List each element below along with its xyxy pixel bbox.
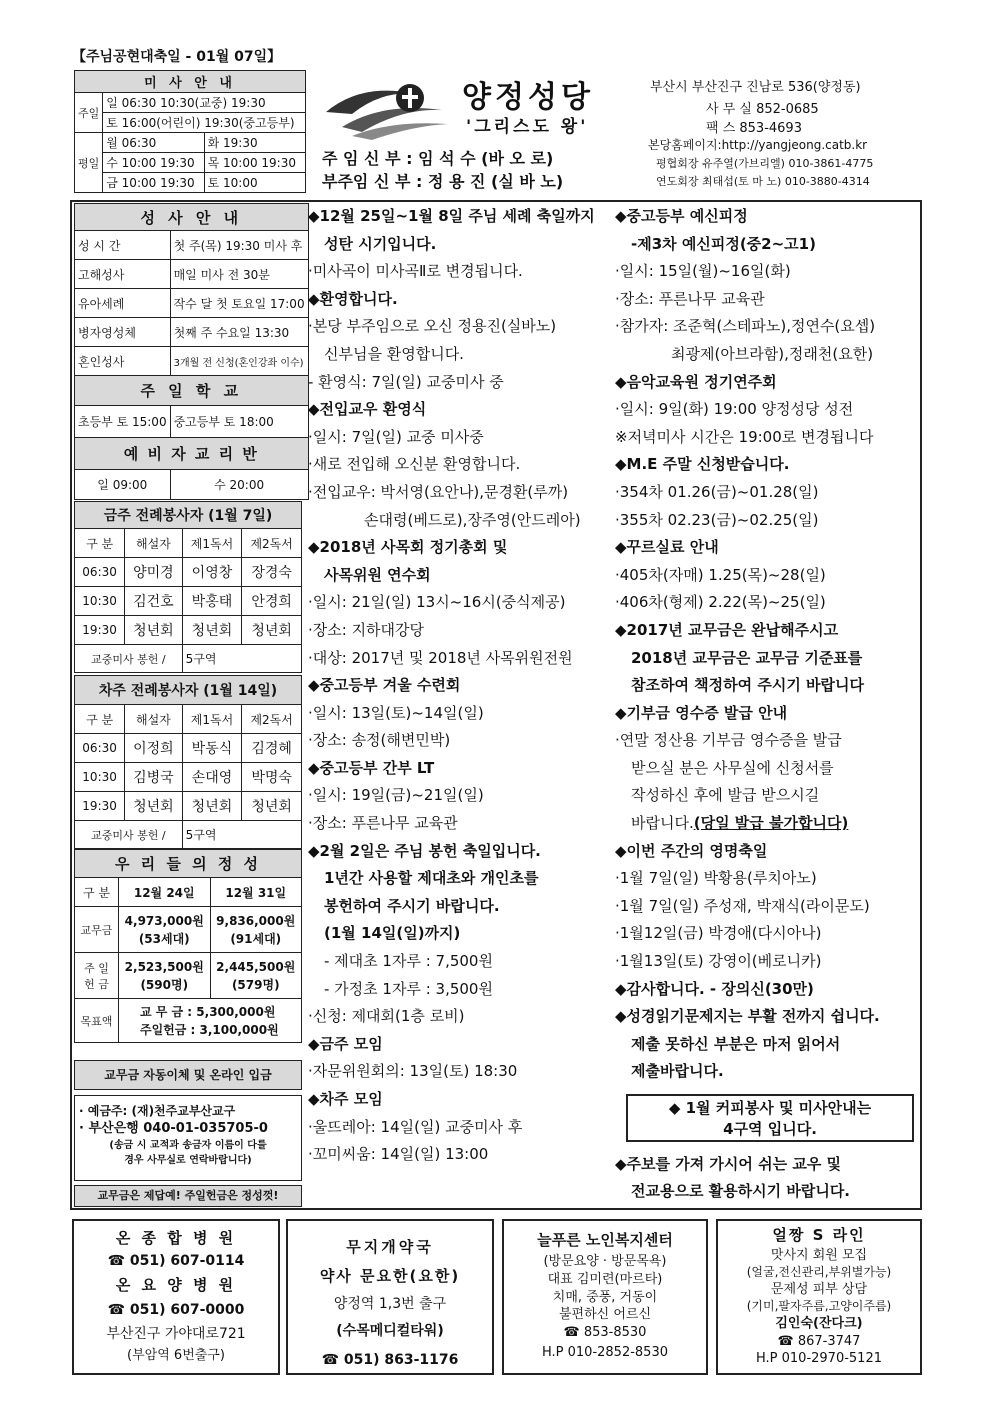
notice-heading: ◆전입교우 환영식 bbox=[308, 400, 427, 419]
ad-hospital bbox=[72, 1219, 280, 1375]
ad-line: (부암역 6번출구) bbox=[127, 1348, 225, 1363]
offering-label: 교중미사 봉헌 / bbox=[75, 821, 183, 849]
sunday-school-cell: 중고등부 토 18:00 bbox=[170, 406, 308, 438]
offerings-header: 구 분 bbox=[75, 878, 119, 907]
notice-box bbox=[626, 1094, 914, 1142]
notice-item: ·울뜨레아: 14일(일) 교중미사 후 bbox=[308, 1117, 523, 1136]
servers-cell: 06:30 bbox=[75, 558, 125, 587]
col3-tail-line: 전교용으로 활용하시기 바랍니다. bbox=[631, 1182, 851, 1200]
offering-zone: 5구역 bbox=[182, 645, 301, 673]
weekday-cell: 목 10:00 19:30 bbox=[204, 153, 305, 173]
notice-item: ·일시: 19일(금)~21일(일) bbox=[308, 786, 484, 805]
servers-next-title: 차주 전례봉사자 (1월 14일) bbox=[75, 676, 302, 705]
goal-line: 교 무 금 : 5,300,000원 bbox=[140, 1004, 276, 1019]
sacrament-time: 첫 주(목) 19:30 미사 후 bbox=[170, 231, 308, 260]
notice-item: ·연말 정산용 기부금 영수증을 발급 bbox=[615, 731, 842, 750]
ad-line: (방문요양 · 방문목욕) bbox=[543, 1254, 667, 1269]
notice-item: ·1월12일(금) 박경애(다시아나) bbox=[615, 924, 822, 943]
offerings-label: 주 일 헌 금 bbox=[75, 953, 119, 999]
notice-item: ·참가자: 조준혁(스테파노),정연수(요셉) bbox=[615, 317, 876, 336]
offerings-value: 9,836,000원 (91세대) bbox=[210, 907, 302, 953]
ad-line: H.P 010-2970-5121 bbox=[755, 1351, 882, 1366]
notice-item: 받으실 분은 사무실에 신청서를 bbox=[631, 758, 834, 777]
sacrament-name: 혼인성사 bbox=[75, 347, 171, 376]
notice-heading: ◆음악교육원 정기연주회 bbox=[615, 372, 777, 391]
notice-heading: ◆꾸르실료 안내 bbox=[615, 538, 719, 557]
notice-item: ·일시: 21일(일) 13시~16시(중식제공) bbox=[308, 593, 566, 612]
offerings-title: 우 리 들 의 정 성 bbox=[75, 850, 302, 878]
notice-heading: ◆환영합니다. bbox=[308, 289, 398, 308]
notice-item: ·자문위원회의: 13일(토) 18:30 bbox=[308, 1062, 518, 1081]
notice-heading: ◆M.E 주말 신청받습니다. bbox=[615, 455, 790, 474]
notice-item: - 제대초 1자루 : 7,500원 bbox=[324, 952, 493, 971]
ad-line: (얼굴,전신관리,부위별가능) bbox=[746, 1265, 892, 1279]
offerings-label: 교무금 bbox=[75, 907, 119, 953]
sunday-school-title: 주 일 학 교 bbox=[75, 376, 309, 406]
ad-line: ☎ 867-3747 bbox=[777, 1334, 861, 1349]
ad-welfare-center bbox=[502, 1219, 708, 1375]
servers-header: 제2독서 bbox=[242, 529, 302, 558]
servers-cell: 이영창 bbox=[182, 558, 242, 587]
notice-item: 손대령(베드로),장주영(안드레아) bbox=[364, 510, 581, 529]
notice-heading: 사목위원 연수회 bbox=[324, 565, 431, 584]
notice-heading: 1년간 사용할 제대초와 개인초를 bbox=[324, 869, 539, 888]
servers-header: 구 분 bbox=[75, 529, 125, 558]
notice-heading: ◆기부금 영수증 발급 안내 bbox=[615, 703, 788, 722]
servers-header: 해설자 bbox=[125, 705, 182, 734]
servers-next-week-table bbox=[74, 675, 302, 849]
notice-item: ·꼬미씨움: 14일(일) 13:00 bbox=[308, 1145, 489, 1164]
notice-heading: ◆차주 모임 bbox=[308, 1090, 383, 1108]
ad-line: 맛사지 회원 모집 bbox=[770, 1248, 868, 1263]
ad-line: 늘푸른 노인복지센터 bbox=[537, 1231, 673, 1249]
goal-label: 목표액 bbox=[75, 999, 119, 1043]
notice-item: ·354차 01.26(금)~01.28(일) bbox=[615, 482, 819, 501]
bulletin-date: 【주님공현대축일 - 01월 07일】 bbox=[72, 49, 282, 65]
servers-cell: 10:30 bbox=[75, 587, 125, 616]
servers-cell: 청년회 bbox=[182, 616, 242, 645]
sacrament-name: 병자영성체 bbox=[75, 318, 171, 347]
ad-line: 온 종 합 병 원 bbox=[115, 1229, 237, 1247]
servers-cell: 양미경 bbox=[125, 558, 182, 587]
offerings-value: 2,445,500원 (579명) bbox=[210, 953, 302, 999]
servers-cell: 06:30 bbox=[75, 734, 125, 763]
offering-label: 교중미사 봉헌 / bbox=[75, 645, 183, 673]
notice-item: ·장소: 푸른나무 교육관 bbox=[308, 814, 458, 833]
servers-cell: 19:30 bbox=[75, 616, 125, 645]
weekday-cell: 월 06:30 bbox=[103, 133, 204, 153]
notice-item: ※저녁미사 시간은 19:00로 변경됩니다 bbox=[615, 427, 874, 446]
ad-line: 약사 문요한(요한) bbox=[319, 1267, 461, 1285]
ad-line: 부산진구 가야대로721 bbox=[106, 1326, 246, 1342]
sacraments-table bbox=[74, 203, 309, 500]
weekday-cell: 토 10:00 bbox=[204, 173, 305, 193]
servers-cell: 장경숙 bbox=[242, 558, 302, 587]
sunday-row: 토 16:00(어린이) 19:30(중고등부) bbox=[103, 113, 306, 133]
church-subtitle: '그리스도 왕' bbox=[466, 117, 589, 137]
servers-cell: 김경혜 bbox=[242, 734, 302, 763]
church-logo-icon bbox=[322, 72, 452, 142]
servers-cell: 19:30 bbox=[75, 792, 125, 821]
notice-heading: 봉헌하여 주시기 바랍니다. bbox=[324, 896, 500, 915]
servers-cell: 10:30 bbox=[75, 763, 125, 792]
weekday-cell: 화 19:30 bbox=[204, 133, 305, 153]
notice-item: ·장소: 송정(해변민박) bbox=[308, 731, 451, 750]
notice-heading: -제3차 예신피정(중2~고1) bbox=[631, 234, 816, 253]
sunday-school-cell: 초등부 토 15:00 bbox=[75, 406, 171, 438]
ad-line: (수목메디컬타워) bbox=[336, 1323, 444, 1339]
servers-header: 해설자 bbox=[125, 529, 182, 558]
notice-box-line: 4구역 입니다. bbox=[723, 1120, 817, 1138]
notice-item: ·대상: 2017년 및 2018년 사목위원전원 bbox=[308, 648, 573, 667]
servers-cell: 안경희 bbox=[242, 587, 302, 616]
autopay-title: 교무금 자동이체 및 온라인 입금 bbox=[74, 1060, 302, 1090]
catechumen-title: 예 비 자 교 리 반 bbox=[75, 438, 309, 470]
notice-heading: 제출바랍니다. bbox=[631, 1062, 724, 1081]
sacrament-name: 고해성사 bbox=[75, 260, 171, 289]
notice-item: ·일시: 9일(화) 19:00 양정성당 성전 bbox=[615, 400, 854, 419]
col3-tail bbox=[615, 1151, 850, 1205]
sacrament-time: 첫째 주 수요일 13:30 bbox=[170, 318, 308, 347]
notice-item: ·미사곡이 미사곡Ⅱ로 변경됩니다. bbox=[308, 262, 523, 281]
servers-cell: 청년회 bbox=[242, 616, 302, 645]
servers-header: 제2독서 bbox=[242, 705, 302, 734]
servers-cell: 김병국 bbox=[125, 763, 182, 792]
col3-tail-line: ◆주보를 가져 가시어 쉬는 교우 및 bbox=[615, 1155, 842, 1173]
offerings-value: 2,523,500원 (590명) bbox=[119, 953, 211, 999]
youth-head: 연도회장 최태섭(토 마 노) 010-3880-4314 bbox=[656, 175, 870, 188]
offerings-table bbox=[74, 849, 302, 1043]
notice-heading: ◆성경읽기문제지는 부활 전까지 쉽니다. bbox=[615, 1007, 880, 1026]
ad-line: ☎ 853-8530 bbox=[563, 1325, 647, 1340]
notice-item: ·1월 7일(일) 주성재, 박재식(라이문도) bbox=[615, 896, 870, 915]
notice-heading: ◆감사합니다. - 장의신(30만) bbox=[615, 979, 814, 998]
autopay-box bbox=[74, 1095, 302, 1181]
notices-column-3 bbox=[615, 203, 921, 1086]
sacrament-time: 매일 미사 전 30분 bbox=[170, 260, 308, 289]
ad-pharmacy bbox=[286, 1219, 494, 1375]
offerings-header: 12월 31일 bbox=[210, 878, 302, 907]
goal-line: 주일헌금 : 3,100,000원 bbox=[140, 1022, 279, 1037]
notice-item: ·405차(자매) 1.25(목)~28(일) bbox=[615, 565, 826, 584]
servers-cell: 청년회 bbox=[125, 616, 182, 645]
church-name: 양정성당 bbox=[462, 80, 594, 115]
homepage-link[interactable]: 본당홈페이지:http://yangjeong.catb.kr bbox=[648, 138, 868, 152]
notice-box-line: ◆ 1월 커피봉사 및 미사안내는 bbox=[668, 1099, 872, 1117]
autopay-depositor: · 예금주: (재)천주교부산교구 bbox=[79, 1104, 236, 1118]
ad-line: 문제성 피부 상담 bbox=[770, 1282, 868, 1297]
notice-heading: 2018년 교무금은 교무금 기준표를 bbox=[631, 648, 863, 667]
servers-cell: 청년회 bbox=[125, 792, 182, 821]
notice-item: ·일시: 13일(토)~14일(일) bbox=[308, 703, 484, 722]
notice-heading: ◆2017년 교무금은 완납해주시고 bbox=[615, 620, 839, 639]
ad-beauty-salon bbox=[716, 1219, 922, 1375]
notice-heading: (1월 14일(일)까지) bbox=[324, 924, 461, 943]
sacrament-time: 작수 달 첫 토요일 17:00 bbox=[170, 289, 308, 318]
weekday-label: 평일 bbox=[75, 133, 103, 193]
servers-cell: 청년회 bbox=[182, 792, 242, 821]
notice-heading: ◆중고등부 예신피정 bbox=[615, 207, 748, 225]
notice-heading: ◆12월 25일~1월 8일 주님 세례 축일까지 bbox=[308, 207, 595, 225]
notice-item: ·장소: 지하대강당 bbox=[308, 620, 425, 639]
servers-cell: 박홍태 bbox=[182, 587, 242, 616]
notice-item: ·일시: 7일(일) 교중 미사중 bbox=[308, 427, 484, 446]
council-head: 평협회장 유주열(가브리엘) 010-3861-4775 bbox=[656, 157, 874, 170]
notice-item: ·일시: 15일(월)~16일(화) bbox=[615, 262, 791, 281]
pastor-line: 주 임 신 부 : 임 석 수 (바 오 로) bbox=[322, 149, 554, 168]
notice-item: 작성하신 후에 발급 받으시길 bbox=[631, 786, 820, 805]
ad-line: ☎ 051) 607-0114 bbox=[107, 1253, 245, 1269]
servers-cell: 박동식 bbox=[182, 734, 242, 763]
ad-line: 무지개약국 bbox=[346, 1238, 434, 1256]
ad-line: (기미,팔자주름,고양이주름) bbox=[746, 1299, 892, 1313]
servers-this-week-table bbox=[74, 501, 302, 673]
notice-item: ·신청: 제대회(1층 로비) bbox=[308, 1007, 465, 1026]
notice-item bbox=[615, 810, 921, 838]
ad-line: 얼짱 S 라인 bbox=[772, 1226, 866, 1244]
church-address: 부산시 부산진구 진남로 536(양정동) bbox=[650, 80, 861, 95]
notice-heading: ◆중고등부 간부 LT bbox=[308, 758, 435, 777]
notice-heading: 제출 못하신 부분은 마저 읽어서 bbox=[631, 1034, 841, 1053]
notice-heading: ◆2018년 사목회 정기총회 및 bbox=[308, 538, 508, 557]
mass-title: 미 사 안 내 bbox=[75, 71, 306, 93]
notice-item: ·새로 전입해 오신분 환영합니다. bbox=[308, 455, 521, 474]
notice-item: - 가정초 1자루 : 3,500원 bbox=[324, 979, 493, 998]
ad-line: 온 요 양 병 원 bbox=[115, 1276, 237, 1294]
notice-text: 바랍니다. bbox=[631, 814, 694, 833]
office-phone: 사 무 실 852-0685 bbox=[706, 102, 819, 117]
servers-header: 제1독서 bbox=[182, 529, 242, 558]
servers-this-title: 금주 전례봉사자 (1월 7일) bbox=[75, 502, 302, 529]
notice-heading: ◆금주 모임 bbox=[308, 1034, 383, 1053]
ad-line: 대표 김미련(마르타) bbox=[547, 1272, 663, 1287]
catechumen-cell: 수 20:00 bbox=[170, 470, 308, 500]
autopay-account: · 부산은행 040-01-035705-0 bbox=[79, 1121, 268, 1136]
autopay-note: (송금 시 교적과 송금자 이름이 다를 bbox=[109, 1140, 267, 1151]
notice-item: ·1월 7일(일) 박황용(루치아노) bbox=[615, 869, 817, 888]
ad-line: 양정역 1,3번 출구 bbox=[333, 1296, 447, 1312]
servers-cell: 박명숙 bbox=[242, 763, 302, 792]
sunday-label: 주일 bbox=[75, 93, 103, 133]
weekday-cell: 수 10:00 19:30 bbox=[103, 153, 204, 173]
ad-line: ☎ 051) 607-0000 bbox=[107, 1302, 245, 1318]
offering-zone: 5구역 bbox=[182, 821, 301, 849]
ad-line: H.P 010-2852-8530 bbox=[541, 1345, 668, 1360]
notice-item: ·전입교우: 박서영(요안나),문경환(루까) bbox=[308, 482, 569, 501]
notice-item: ·1월13일(토) 강영이(베로니카) bbox=[615, 952, 822, 971]
notice-heading: ◆중고등부 겨울 수련회 bbox=[308, 676, 461, 695]
sunday-row: 일 06:30 10:30(교중) 19:30 bbox=[103, 93, 306, 113]
servers-header: 제1독서 bbox=[182, 705, 242, 734]
servers-cell: 김건호 bbox=[125, 587, 182, 616]
sacraments-title: 성 사 안 내 bbox=[75, 204, 309, 231]
notice-heading: 참조하여 책정하여 주시기 바랍니다 bbox=[631, 676, 865, 695]
ad-line: ☎ 051) 863-1176 bbox=[321, 1352, 459, 1368]
ad-line: 불편하신 어르신 bbox=[558, 1307, 652, 1322]
sacrament-name: 유아세례 bbox=[75, 289, 171, 318]
notice-item: 신부님을 환영합니다. bbox=[324, 344, 464, 363]
servers-cell: 손대영 bbox=[182, 763, 242, 792]
notice-item: 최광제(아브라함),정래천(요한) bbox=[671, 344, 874, 363]
ad-line: 치매, 중풍, 거동이 bbox=[552, 1290, 658, 1305]
servers-cell: 이정희 bbox=[125, 734, 182, 763]
autopay-note: 경우 사무실로 연락바랍니다) bbox=[124, 1155, 252, 1166]
sacrament-time: 3개월 전 신청(혼인강좌 이수) bbox=[170, 347, 308, 376]
mass-schedule-table bbox=[74, 70, 306, 193]
notice-underlined: (당일 발급 불가합니다) bbox=[693, 814, 849, 833]
ad-line: 김인숙(잔다크) bbox=[775, 1316, 863, 1331]
sacrament-name: 성 시 간 bbox=[75, 231, 171, 260]
notice-item: ·355차 02.23(금)~02.25(일) bbox=[615, 510, 819, 529]
catechumen-cell: 일 09:00 bbox=[75, 470, 171, 500]
notice-item: - 환영식: 7일(일) 교중미사 중 bbox=[308, 372, 504, 391]
offerings-value: 4,973,000원 (53세대) bbox=[119, 907, 211, 953]
vice-pastor-line: 부주임 신 부 : 정 용 진 (실 바 노) bbox=[322, 172, 564, 191]
offerings-header: 12월 24일 bbox=[119, 878, 211, 907]
notice-item: ·406차(형제) 2.22(목)~25(일) bbox=[615, 593, 826, 612]
fax-number: 팩 스 853-4693 bbox=[706, 121, 802, 136]
notice-heading: 성탄 시기입니다. bbox=[324, 234, 437, 253]
notice-heading: ◆이번 주간의 영명축일 bbox=[615, 841, 768, 860]
notice-item: ·본당 부주임으로 오신 정용진(실바노) bbox=[308, 317, 557, 336]
notice-heading: ◆2월 2일은 주님 봉헌 축일입니다. bbox=[308, 841, 541, 860]
autopay-footer: 교무금은 제답예! 주일헌금은 정성껏! bbox=[74, 1185, 302, 1207]
weekday-cell: 금 10:00 19:30 bbox=[103, 173, 204, 193]
notice-item: ·장소: 푸른나무 교육관 bbox=[615, 289, 765, 308]
servers-cell: 청년회 bbox=[242, 792, 302, 821]
servers-header: 구 분 bbox=[75, 705, 125, 734]
notices-column-2 bbox=[308, 203, 614, 1169]
